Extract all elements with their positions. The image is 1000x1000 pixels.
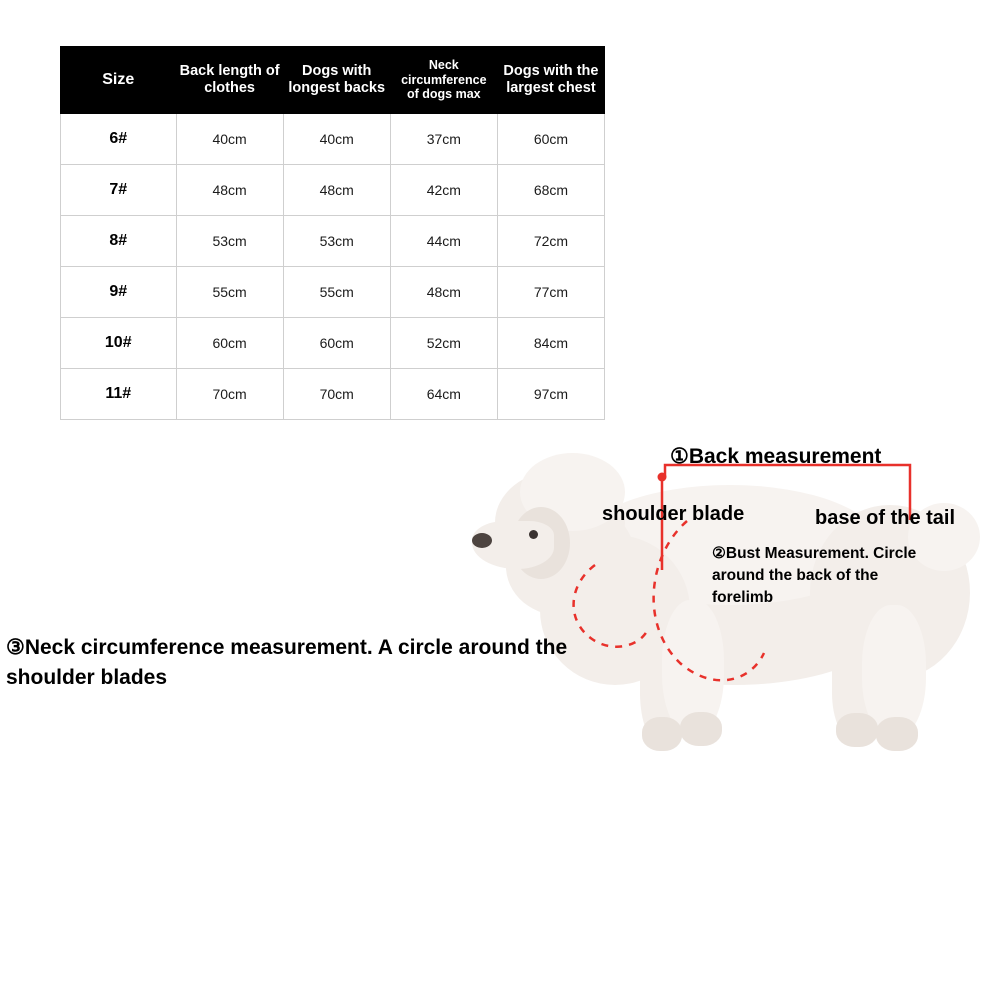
table-header <box>61 47 605 114</box>
table-row <box>61 114 605 165</box>
cell-size: 8# <box>61 216 177 267</box>
cell-chest-max: 84cm <box>497 318 604 369</box>
cell-size: 7# <box>61 165 177 216</box>
table-body <box>61 114 605 420</box>
cell-size: 11# <box>61 369 177 420</box>
cell-neck-max: 52cm <box>390 318 497 369</box>
label-base-of-tail: base of the tail <box>815 507 956 529</box>
header-chest-max: Dogs with the largest chest <box>497 47 604 114</box>
cell-neck-max: 44cm <box>390 216 497 267</box>
cell-back-length: 48cm <box>176 165 283 216</box>
cell-size: 9# <box>61 267 177 318</box>
header-size: Size <box>61 47 177 114</box>
cell-chest-max: 97cm <box>497 369 604 420</box>
label-bust-measurement: ②Bust Measurement. Circle around the back of the forelimb <box>712 545 917 606</box>
measurement-overlay <box>250 425 1000 805</box>
size-chart <box>60 46 605 420</box>
measurement-diagram <box>6 425 1000 805</box>
cell-chest-max: 68cm <box>497 165 604 216</box>
table-row <box>61 216 605 267</box>
table-row <box>61 267 605 318</box>
header-neck-max: Neck circumference of dogs max <box>390 47 497 114</box>
cell-longest-back: 70cm <box>283 369 390 420</box>
table-row <box>61 369 605 420</box>
cell-chest-max: 60cm <box>497 114 604 165</box>
cell-longest-back: 55cm <box>283 267 390 318</box>
label-shoulder-blade: shoulder blade <box>602 503 745 525</box>
size-table <box>60 46 605 420</box>
cell-neck-max: 48cm <box>390 267 497 318</box>
cell-neck-max: 37cm <box>390 114 497 165</box>
table-row <box>61 165 605 216</box>
cell-longest-back: 48cm <box>283 165 390 216</box>
cell-back-length: 60cm <box>176 318 283 369</box>
cell-size: 6# <box>61 114 177 165</box>
table-row <box>61 318 605 369</box>
cell-back-length: 70cm <box>176 369 283 420</box>
label-back-measurement: ①Back measurement <box>670 445 882 468</box>
label-neck-measurement: ③Neck circumference measurement. A circle around the shoulder blades <box>6 636 568 690</box>
header-row <box>61 47 605 114</box>
cell-longest-back: 40cm <box>283 114 390 165</box>
header-back-length: Back length of clothes <box>176 47 283 114</box>
cell-back-length: 40cm <box>176 114 283 165</box>
cell-chest-max: 77cm <box>497 267 604 318</box>
cell-longest-back: 60cm <box>283 318 390 369</box>
header-longest-back: Dogs with longest backs <box>283 47 390 114</box>
cell-neck-max: 64cm <box>390 369 497 420</box>
cell-chest-max: 72cm <box>497 216 604 267</box>
cell-back-length: 55cm <box>176 267 283 318</box>
cell-longest-back: 53cm <box>283 216 390 267</box>
cell-neck-max: 42cm <box>390 165 497 216</box>
shoulder-blade-dot <box>658 473 667 482</box>
cell-back-length: 53cm <box>176 216 283 267</box>
cell-size: 10# <box>61 318 177 369</box>
